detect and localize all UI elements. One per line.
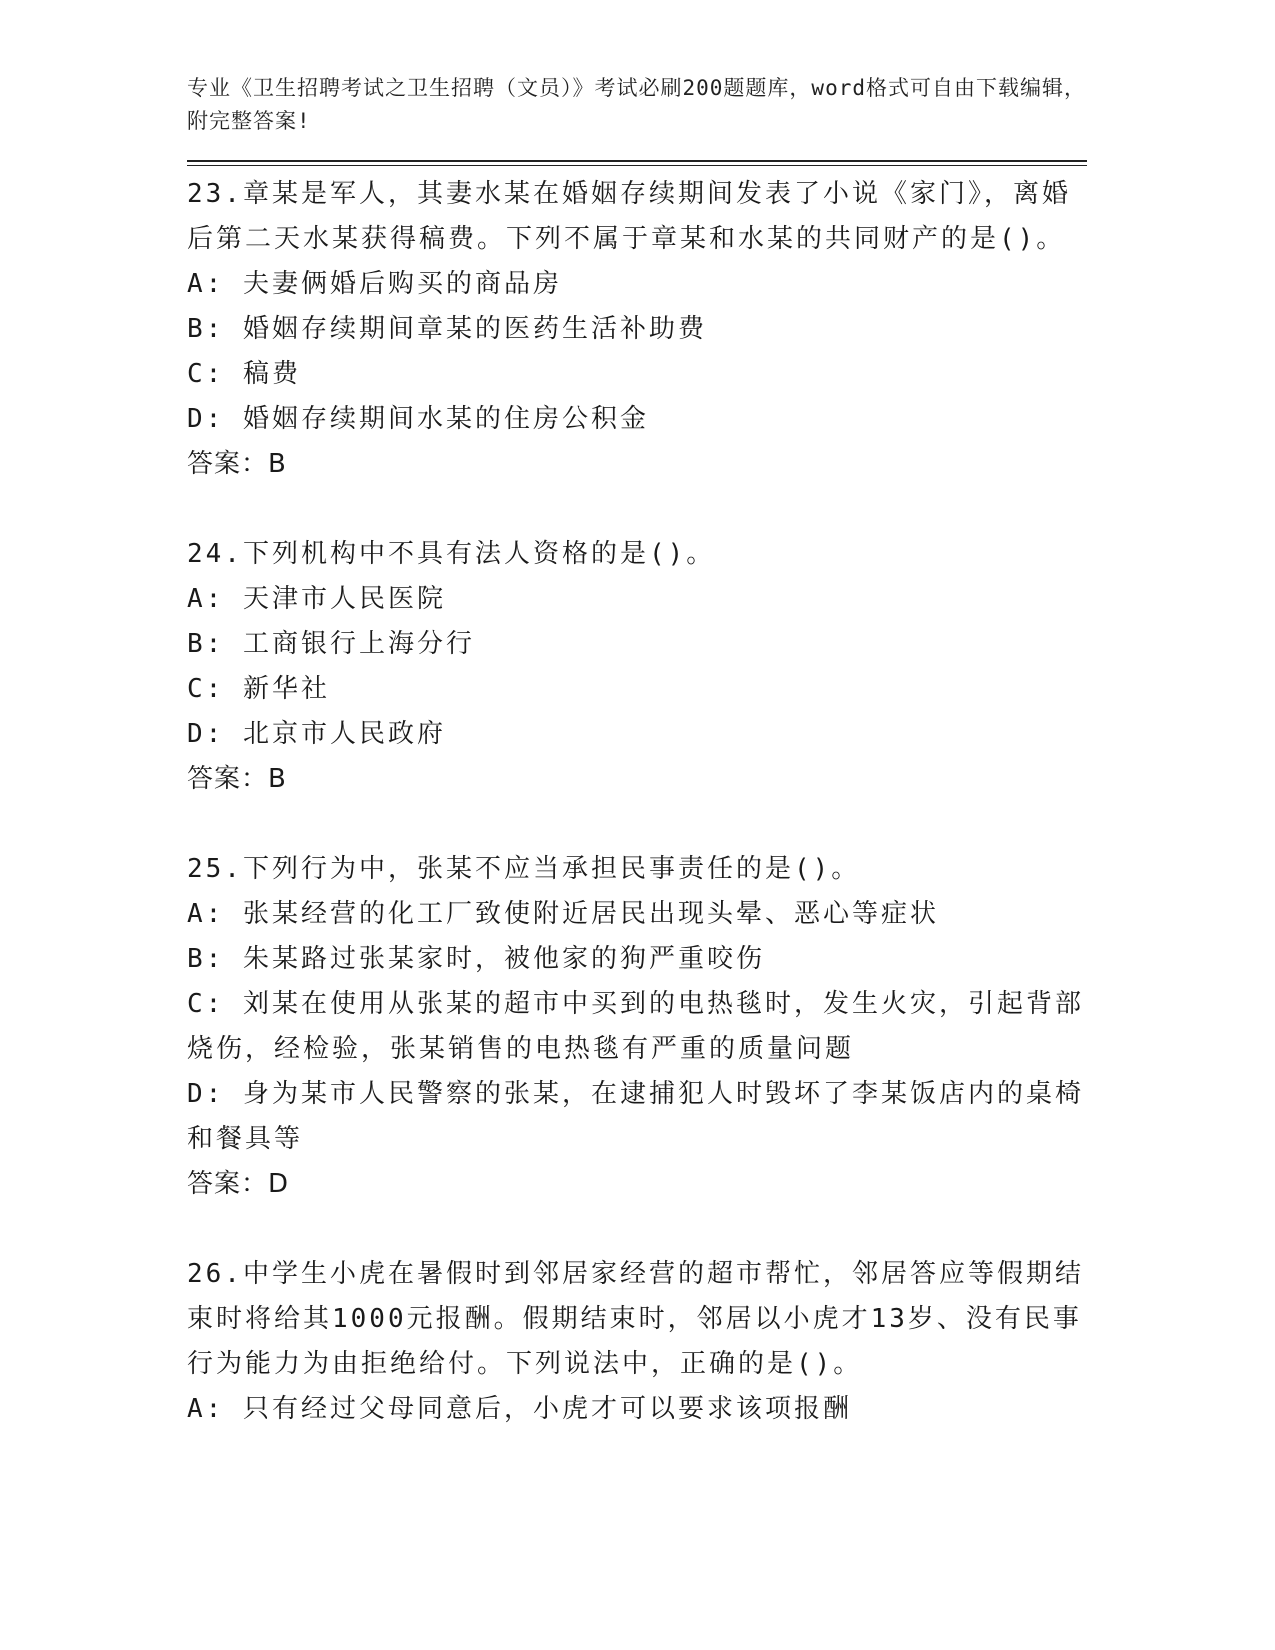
document-header: 专业《卫生招聘考试之卫生招聘（文员）》考试必刷200题题库，word格式可自由下载编辑，附完整答案! <box>187 76 1086 133</box>
question-stem: 24.下列机构中不具有法人资格的是()。 <box>187 539 716 569</box>
option-c: C: 新华社 <box>187 674 330 704</box>
answer-line: 答案：B <box>187 764 287 794</box>
option-a: A: 只有经过父母同意后，小虎才可以要求该项报酬 <box>187 1394 852 1424</box>
option-c: C: 刘某在使用从张某的超市中买到的电热毯时，发生火灾，引起背部烧伤，经检验，张某销售的电热毯有严重的质量问题 <box>187 989 1084 1064</box>
option-d: D: 北京市人民政府 <box>187 719 446 749</box>
option-a: A: 夫妻俩婚后购买的商品房 <box>187 269 562 299</box>
option-b: B: 工商银行上海分行 <box>187 629 475 659</box>
answer-line: 答案：D <box>187 1169 290 1199</box>
question-26 <box>187 1252 1087 1432</box>
option-d: D: 婚姻存续期间水某的住房公积金 <box>187 404 649 434</box>
question-stem: 25.下列行为中，张某不应当承担民事责任的是()。 <box>187 854 861 884</box>
option-d: D: 身为某市人民警察的张某，在逮捕犯人时毁坏了李某饭店内的桌椅和餐具等 <box>187 1079 1084 1154</box>
answer-line: 答案：B <box>187 449 287 479</box>
header-divider <box>187 160 1087 166</box>
question-25 <box>187 847 1087 1207</box>
option-c: C: 稿费 <box>187 359 301 389</box>
question-24 <box>187 532 1087 802</box>
option-b: B: 婚姻存续期间章某的医药生活补助费 <box>187 314 707 344</box>
question-list <box>187 172 1087 1432</box>
document-page <box>187 72 1087 1432</box>
question-stem: 23.章某是军人，其妻水某在婚姻存续期间发表了小说《家门》，离婚后第二天水某获得稿费。下列不属于章某和水某的共同财产的是()。 <box>187 179 1071 254</box>
option-a: A: 天津市人民医院 <box>187 584 446 614</box>
question-23 <box>187 172 1087 487</box>
option-b: B: 朱某路过张某家时，被他家的狗严重咬伤 <box>187 944 765 974</box>
question-stem: 26.中学生小虎在暑假时到邻居家经营的超市帮忙，邻居答应等假期结束时将给其1000元报酬。假期结束时，邻居以小虎才13岁、没有民事行为能力为由拒绝给付。下列说法中，正确的是()。 <box>187 1259 1084 1379</box>
option-a: A: 张某经营的化工厂致使附近居民出现头晕、恶心等症状 <box>187 899 939 929</box>
